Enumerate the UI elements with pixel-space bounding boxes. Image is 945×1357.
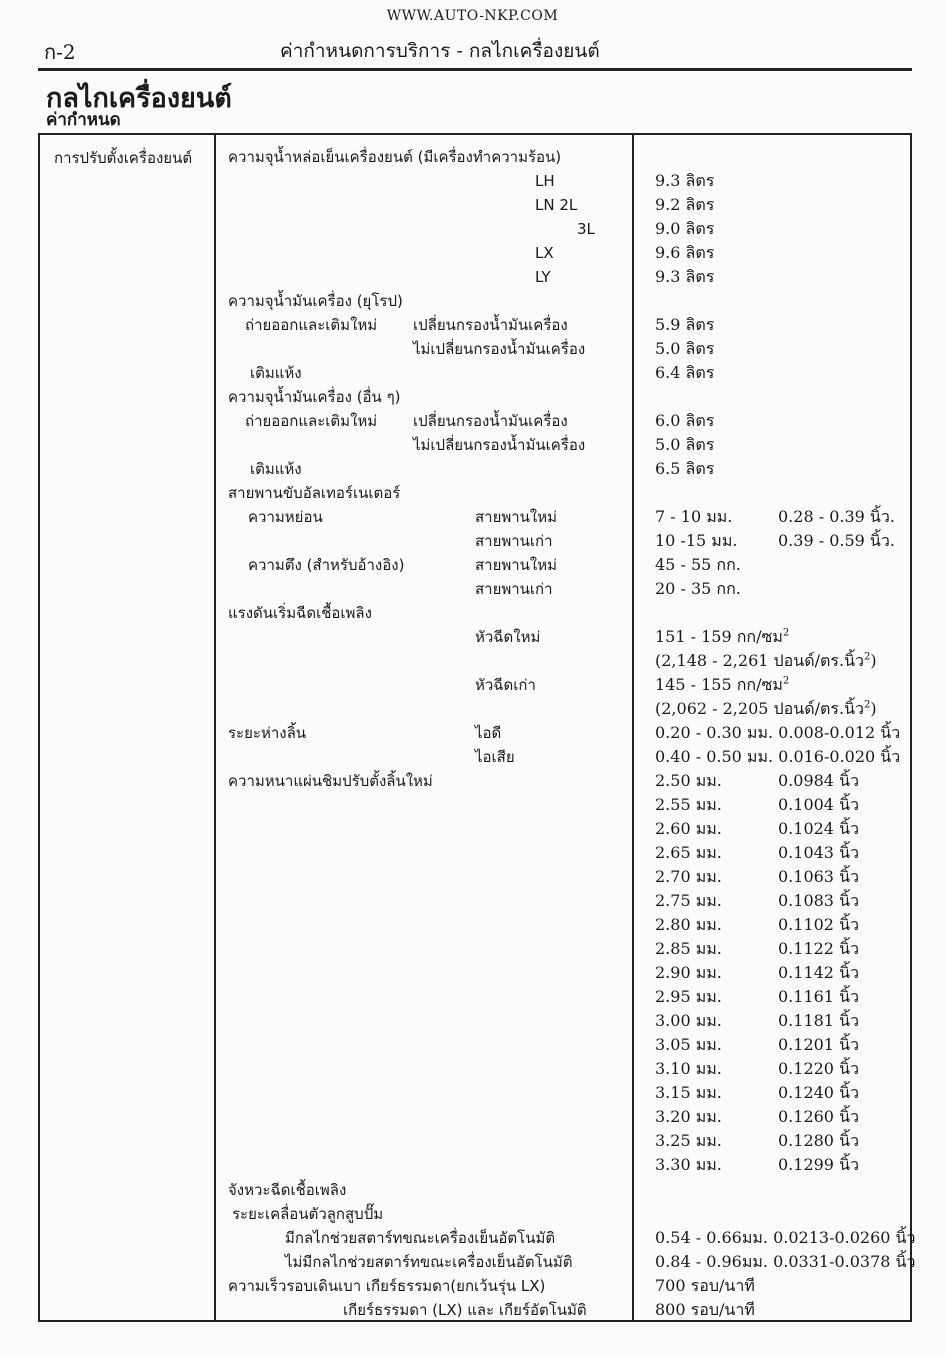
table-divider-label — [214, 133, 216, 1320]
spec-sub-label: หัวฉีดเก่า — [475, 676, 536, 694]
table-divider-left — [38, 133, 40, 1320]
spec-value: 2.65 มม. — [655, 843, 722, 862]
spec-value-alt: 0.1102 นิ้ว — [778, 915, 859, 934]
spec-value: 151 - 159 กก/ซม$^2$ — [655, 627, 790, 646]
spec-sub-label: สายพานเก่า — [475, 532, 553, 550]
spec-value-alt: 0.1280 นิ้ว — [778, 1131, 859, 1150]
spec-item-label: ระยะเคลื่อนตัวลูกสูบปั๊ม — [232, 1205, 384, 1223]
spec-item-label: ถ่ายออกและเติมใหม่ — [245, 316, 378, 334]
spec-value-alt: 0.1260 นิ้ว — [778, 1107, 859, 1126]
spec-item-label: จังหวะฉีดเชื้อเพลิง — [228, 1181, 347, 1199]
spec-value: 5.9 ลิตร — [655, 315, 715, 334]
spec-value: 3.30 มม. — [655, 1155, 722, 1174]
spec-value-alt: 0.1220 นิ้ว — [778, 1059, 859, 1078]
table-divider-value — [632, 133, 634, 1320]
spec-value: 6.0 ลิตร — [655, 411, 715, 430]
spec-value: 0.40 - 0.50 มม. 0.016-0.020 นิ้ว — [655, 747, 901, 766]
spec-value: 2.50 มม. — [655, 771, 722, 790]
spec-value: 2.95 มม. — [655, 987, 722, 1006]
spec-value-alt: 0.1161 นิ้ว — [778, 987, 859, 1006]
spec-value: 2.60 มม. — [655, 819, 722, 838]
page-title: กลไกเครื่องยนต์ — [46, 83, 232, 114]
spec-sub-label: 3L — [577, 220, 595, 238]
spec-value: 3.05 มม. — [655, 1035, 722, 1054]
spec-value: 20 - 35 กก. — [655, 579, 741, 598]
spec-value-alt: 0.28 - 0.39 นิ้ว. — [778, 507, 895, 526]
spec-item-label: สายพานขับอัลเทอร์เนเตอร์ — [228, 484, 401, 502]
spec-value: 3.10 มม. — [655, 1059, 722, 1078]
spec-value-alt: 0.1181 นิ้ว — [778, 1011, 859, 1030]
spec-item-label: ถ่ายออกและเติมใหม่ — [245, 412, 378, 430]
spec-sub-label: ไอดี — [475, 724, 502, 742]
spec-value-alt: 0.1024 นิ้ว — [778, 819, 859, 838]
spec-value: 0.20 - 0.30 มม. 0.008-0.012 นิ้ว — [655, 723, 901, 742]
spec-sub-label: LH — [535, 172, 555, 190]
spec-value-alt: 0.1240 นิ้ว — [778, 1083, 859, 1102]
spec-value: 6.5 ลิตร — [655, 459, 715, 478]
spec-item-label: ความจุน้ำมันเครื่อง (ยุโรป) — [228, 292, 403, 310]
spec-value: 2.55 มม. — [655, 795, 722, 814]
spec-value-alt: 0.1004 นิ้ว — [778, 795, 859, 814]
spec-value: 700 รอบ/นาที — [655, 1276, 755, 1295]
spec-item-label: ความหย่อน — [248, 508, 323, 526]
page-number: ก-2 — [44, 40, 76, 64]
spec-value-alt: 0.1122 นิ้ว — [778, 939, 859, 958]
spec-value: 800 รอบ/นาที — [655, 1300, 755, 1319]
spec-value: (2,062 - 2,205 ปอนด์/ตร.นิ้ว$^2$) — [655, 699, 877, 718]
spec-item-label: ความจุน้ำมันเครื่อง (อื่น ๆ) — [228, 388, 401, 406]
spec-value: 3.20 มม. — [655, 1107, 722, 1126]
spec-sub-label: LY — [535, 268, 551, 286]
spec-value: 9.0 ลิตร — [655, 219, 715, 238]
spec-value: 10 -15 มม. — [655, 531, 738, 550]
spec-value-alt: 0.0984 นิ้ว — [778, 771, 859, 790]
spec-value: 3.15 มม. — [655, 1083, 722, 1102]
spec-value-alt: 0.39 - 0.59 นิ้ว. — [778, 531, 895, 550]
spec-value: 6.4 ลิตร — [655, 363, 715, 382]
spec-value: 9.3 ลิตร — [655, 267, 715, 286]
spec-sub-label: เปลี่ยนกรองน้ำมันเครื่อง — [413, 316, 568, 334]
spec-value: 3.00 มม. — [655, 1011, 722, 1030]
spec-sub-label: LX — [535, 244, 554, 262]
spec-sub-label: สายพานใหม่ — [475, 556, 558, 574]
spec-item-label: ระยะห่างลิ้น — [228, 724, 307, 742]
spec-value-alt: 0.1043 นิ้ว — [778, 843, 859, 862]
spec-sub-label: ไม่เปลี่ยนกรองน้ำมันเครื่อง — [413, 340, 586, 358]
running-title: ค่ากำหนดการบริการ - กลไกเครื่องยนต์ — [280, 40, 600, 62]
spec-value: 0.84 - 0.96มม. 0.0331-0.0378 นิ้ว — [655, 1252, 916, 1271]
spec-sub-label: สายพานใหม่ — [475, 508, 558, 526]
spec-value-alt: 0.1299 นิ้ว — [778, 1155, 859, 1174]
spec-value: 7 - 10 มม. — [655, 507, 733, 526]
spec-value: 9.3 ลิตร — [655, 171, 715, 190]
spec-sub-label: สายพานเก่า — [475, 580, 553, 598]
spec-value: 9.2 ลิตร — [655, 195, 715, 214]
header-rule — [38, 68, 912, 71]
spec-value: 45 - 55 กก. — [655, 555, 741, 574]
site-url: WWW.AUTO-NKP.COM — [386, 8, 559, 24]
page-subtitle: ค่ากำหนด — [46, 110, 121, 130]
spec-value: 2.85 มม. — [655, 939, 722, 958]
spec-value: 145 - 155 กก/ซม$^2$ — [655, 675, 790, 694]
spec-value-alt: 0.1083 นิ้ว — [778, 891, 859, 910]
section-label: การปรับตั้งเครื่องยนต์ — [54, 149, 193, 167]
spec-item-label: เติมแห้ง — [250, 364, 302, 382]
spec-value: 9.6 ลิตร — [655, 243, 715, 262]
spec-value: 2.90 มม. — [655, 963, 722, 982]
spec-value: 5.0 ลิตร — [655, 435, 715, 454]
spec-item-label: ความเร็วรอบเดินเบา เกียร์ธรรมดา(ยกเว้นรุ่น LX) — [228, 1277, 546, 1295]
spec-value: 2.75 มม. — [655, 891, 722, 910]
spec-value: 2.80 มม. — [655, 915, 722, 934]
spec-item-label: เกียร์ธรรมดา (LX) และ เกียร์อัตโนมัติ — [343, 1301, 587, 1319]
spec-item-label: เติมแห้ง — [250, 460, 302, 478]
spec-item-label: ความหนาแผ่นชิมปรับตั้งลิ้นใหม่ — [228, 772, 433, 790]
spec-value: 0.54 - 0.66มม. 0.0213-0.0260 นิ้ว — [655, 1228, 916, 1247]
spec-value-alt: 0.1142 นิ้ว — [778, 963, 859, 982]
spec-item-label: ความจุน้ำหล่อเย็นเครื่องยนต์ (มีเครื่องทำความร้อน) — [228, 148, 562, 166]
spec-value-alt: 0.1063 นิ้ว — [778, 867, 859, 886]
spec-item-label: ความตึง (สำหรับอ้างอิง) — [248, 556, 405, 574]
spec-item-label: แรงดันเริ่มฉีดเชื้อเพลิง — [228, 604, 372, 622]
spec-value: 2.70 มม. — [655, 867, 722, 886]
spec-sub-label: ไอเสีย — [475, 748, 515, 766]
spec-sub-label: ไม่เปลี่ยนกรองน้ำมันเครื่อง — [413, 436, 586, 454]
spec-value-alt: 0.1201 นิ้ว — [778, 1035, 859, 1054]
spec-item-label: มีกลไกช่วยสตาร์ทขณะเครื่องเย็นอัตโนมัติ — [285, 1229, 556, 1247]
spec-sub-label: เปลี่ยนกรองน้ำมันเครื่อง — [413, 412, 568, 430]
spec-sub-label: LN 2L — [535, 196, 578, 214]
spec-item-label: ไม่มีกลไกช่วยสตาร์ทขณะเครื่องเย็นอัตโนมัติ — [285, 1253, 573, 1271]
spec-value: 3.25 มม. — [655, 1131, 722, 1150]
spec-sub-label: หัวฉีดใหม่ — [475, 628, 541, 646]
spec-value: (2,148 - 2,261 ปอนด์/ตร.นิ้ว$^2$) — [655, 651, 877, 670]
spec-value: 5.0 ลิตร — [655, 339, 715, 358]
